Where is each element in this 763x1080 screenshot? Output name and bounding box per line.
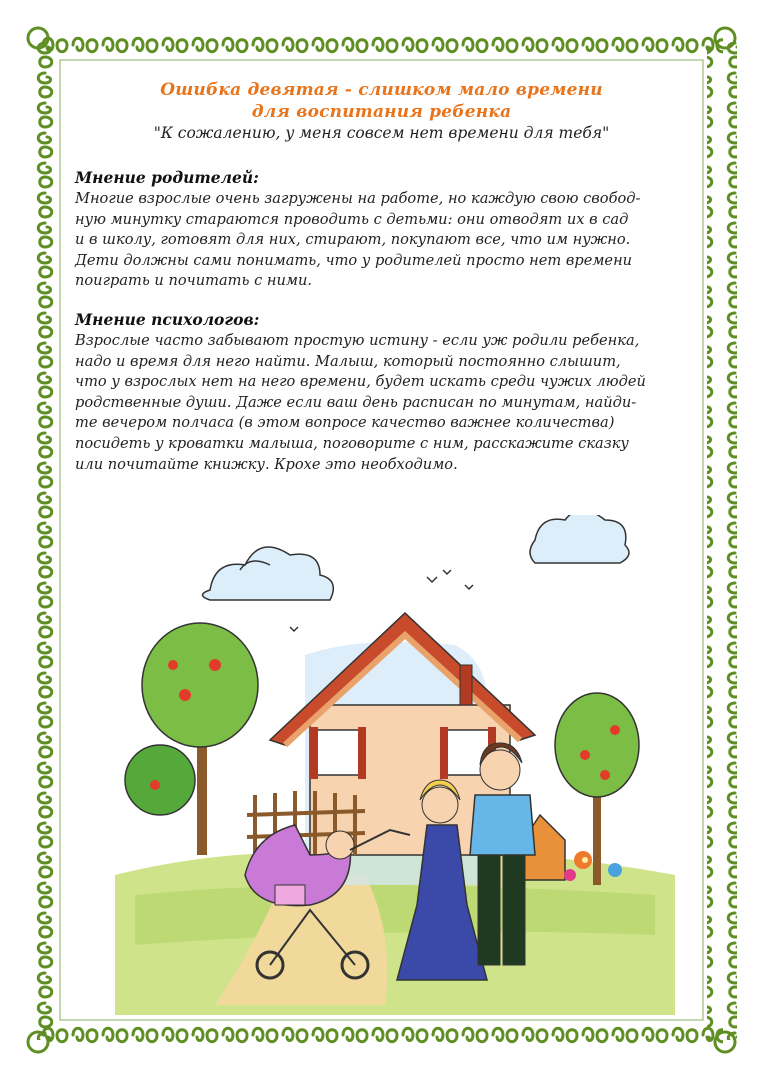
paragraph-line: поиграть и почитать с ними. <box>75 272 313 290</box>
paragraph-line: надо и время для него найти. Малыш, который постоянно слышит, <box>75 352 621 370</box>
psychologists-heading: Мнение психологов: <box>75 310 260 329</box>
paragraph-line: родственные души. Даже если ваш день расписан по минутам, найди- <box>75 393 637 411</box>
paragraph-line: Взрослые часто забывают простую истину - если уж родили ребенка, <box>75 332 640 349</box>
page-title-line-1: Ошибка девятая - слишком мало времени <box>160 80 603 100</box>
family-house-illustration <box>115 515 675 1015</box>
paragraph-line: или почитайте книжку. Крохе это необходимо. <box>75 455 458 473</box>
paragraph-line: Дети должны сами понимать, что у родителей просто нет времени <box>75 251 633 269</box>
paragraph-line: посидеть у кроватки малыша, поговорите с ним, расскажите сказку <box>75 434 629 452</box>
paragraph-line: ную минутку стараются проводить с детьми: они отводят их в сад <box>75 210 629 228</box>
paragraph-line: что у взрослых нет на него времени, будет искать среди чужих людей <box>75 373 646 391</box>
apple-tree-left <box>125 623 258 855</box>
paragraph-line: Многие взрослые очень загружены на работе, но каждую свою свобод- <box>75 190 641 207</box>
quote: "К сожалению, у меня совсем нет времени для тебя" <box>153 124 610 142</box>
clouds <box>203 515 630 600</box>
parents-heading: Мнение родителей: <box>75 168 259 187</box>
paragraph-line: и в школу, готовят для них, стирают, покупают все, что им нужно. <box>75 231 631 249</box>
apple-tree-right <box>555 693 639 885</box>
paragraph-line: те вечером полчаса (в этом вопросе качество важнее количества) <box>75 414 615 432</box>
parents-paragraph <box>75 189 687 292</box>
page-title-line-2: для воспитания ребенка <box>251 102 512 122</box>
psychologists-paragraph <box>75 331 687 475</box>
